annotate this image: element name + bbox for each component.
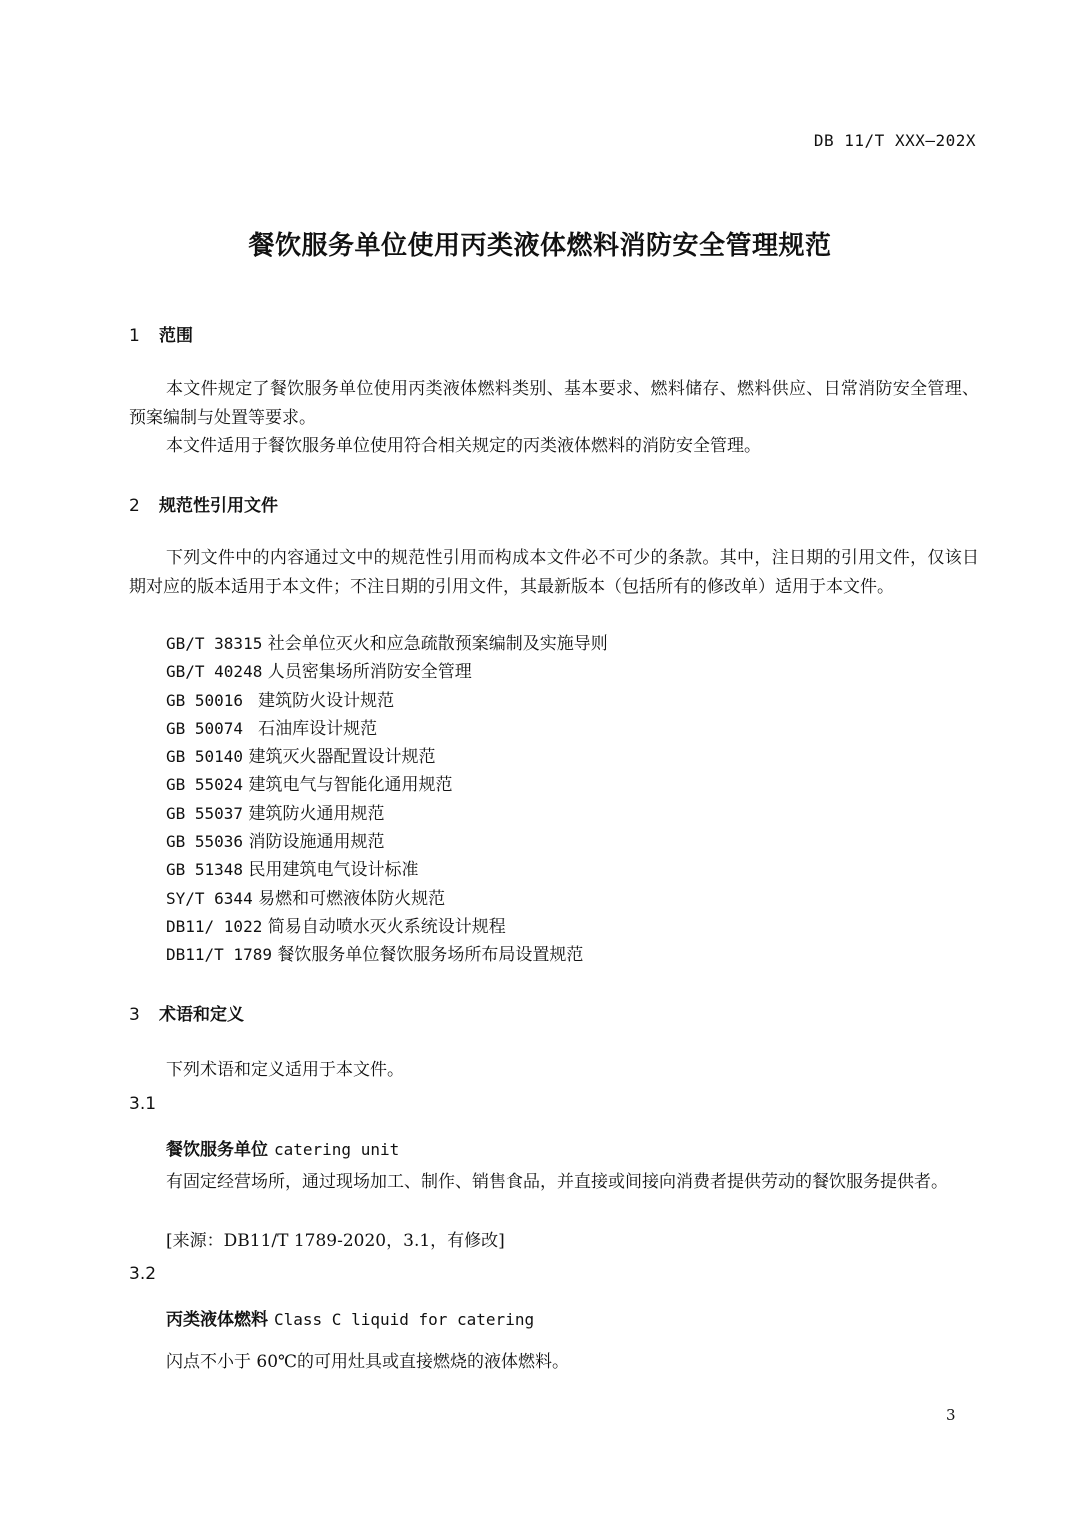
term-source-note: [来源：DB11/T 1789-2020，3.1，有修改] — [166, 1231, 505, 1251]
reference-code: GB 50016 — [166, 690, 253, 710]
page-title: 餐饮服务单位使用丙类液体燃料消防安全管理规范 — [248, 231, 832, 261]
term-english: Class C liquid for catering — [274, 1310, 535, 1329]
list-item — [166, 771, 608, 799]
section-number: 1 — [129, 326, 140, 346]
page-number: 3 — [946, 1406, 956, 1424]
term-chinese: 餐饮服务单位 — [166, 1140, 268, 1160]
reference-code: GB 50140 — [166, 747, 244, 767]
reference-code: GB/T 38315 — [166, 634, 263, 653]
normative-references-list — [166, 630, 608, 970]
reference-title: 民用建筑电气设计标准 — [248, 860, 419, 881]
reference-title: 餐饮服务单位餐饮服务场所布局设置规范 — [277, 945, 584, 966]
list-item — [166, 885, 608, 913]
reference-code: DB11/T 1789 — [166, 945, 272, 965]
reference-code: GB 55036 — [166, 832, 244, 852]
reference-title: 建筑灭火器配置设计规范 — [248, 747, 436, 768]
section-1-paragraph-2: 本文件适用于餐饮服务单位使用符合相关规定的丙类液体燃料的消防安全管理。 — [166, 436, 761, 456]
reference-title: 社会单位灭火和应急疏散预案编制及实施导则 — [267, 634, 608, 654]
section-title: 规范性引用文件 — [159, 496, 278, 516]
reference-title: 易燃和可燃液体防火规范 — [258, 888, 446, 909]
reference-code: GB 50074 — [166, 718, 253, 738]
list-item — [166, 715, 608, 743]
reference-title: 人员密集场所消防安全管理 — [267, 662, 472, 683]
section-1-heading — [129, 321, 193, 346]
section-3-heading — [129, 1000, 244, 1025]
term-english: catering unit — [274, 1140, 400, 1159]
clause-number: 3.1 — [129, 1094, 157, 1114]
document-code: DB 11/T XXX—202X — [813, 131, 976, 150]
clause-number: 3.2 — [129, 1264, 157, 1284]
reference-title: 石油库设计规范 — [258, 718, 378, 739]
term-definition: 有固定经营场所，通过现场加工、制作、销售食品，并直接或间接向消费者提供劳动的餐饮服务提供者。 — [166, 1172, 948, 1192]
reference-code: GB 51348 — [166, 860, 244, 880]
reference-title: 建筑防火通用规范 — [248, 803, 385, 824]
reference-code: DB11/ 1022 — [166, 916, 263, 936]
section-number: 2 — [129, 496, 140, 516]
term-heading — [166, 1135, 399, 1160]
reference-code: SY/T 6344 — [166, 888, 253, 908]
list-item — [166, 856, 608, 884]
term-definition: 闪点不小于 60℃的可用灶具或直接燃烧的液体燃料。 — [166, 1352, 570, 1372]
reference-code: GB 55037 — [166, 803, 244, 823]
list-item — [166, 658, 608, 686]
term-chinese: 丙类液体燃料 — [166, 1310, 268, 1330]
section-title: 范围 — [159, 326, 193, 346]
list-item — [166, 687, 608, 715]
list-item — [166, 941, 608, 969]
section-number: 3 — [129, 1005, 140, 1025]
section-3-intro: 下列术语和定义适用于本文件。 — [166, 1060, 404, 1080]
list-item — [166, 828, 608, 856]
section-title: 术语和定义 — [159, 1005, 244, 1025]
reference-title: 消防设施通用规范 — [248, 832, 385, 853]
list-item — [166, 743, 608, 771]
reference-title: 建筑防火设计规范 — [258, 690, 395, 711]
section-1-paragraph-1: 本文件规定了餐饮服务单位使用丙类液体燃料类别、基本要求、燃料储存、燃料供应、日常消防安全管理、预案编制与处置等要求。 — [129, 379, 979, 428]
list-item — [166, 630, 608, 658]
section-2-intro: 下列文件中的内容通过文中的规范性引用而构成本文件必不可少的条款。其中，注日期的引用文件，仅该日期对应的版本适用于本文件；不注日期的引用文件，其最新版本（包括所有的修改单）适用于本文件。 — [129, 548, 979, 597]
list-item — [166, 800, 608, 828]
reference-code: GB/T 40248 — [166, 662, 263, 682]
list-item — [166, 913, 608, 941]
term-heading — [166, 1305, 534, 1330]
reference-code: GB 55024 — [166, 775, 244, 795]
reference-title: 简易自动喷水灭火系统设计规程 — [267, 916, 506, 937]
reference-title: 建筑电气与智能化通用规范 — [248, 775, 453, 796]
section-2-heading — [129, 491, 278, 516]
